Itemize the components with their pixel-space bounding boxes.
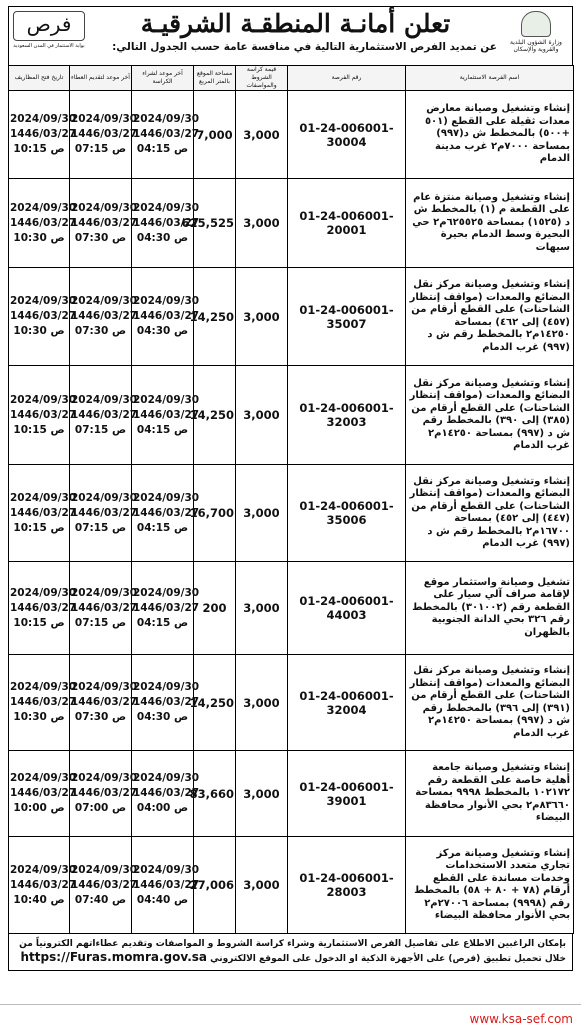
opportunity-name: إنشاء وتشغيل وصيانة مركز تجاري متعدد الاستخدامات وخدمات مساندة على القطع أرقام (٧٨ + ٨٠ + ٥٨) بالمخطط رقم (٩٩٩٨) بمساحة ٢٧٠٠٦م٢ بحي الأنوار محافظة البيضاء <box>406 837 574 934</box>
booklet-fee: 3,000 <box>236 751 288 837</box>
date-value: 1446/03/27 <box>71 216 138 229</box>
booklet-fee: 3,000 <box>236 179 288 268</box>
opportunity-number: 01-24-006001-39001 <box>288 751 406 837</box>
date-value: 1446/03/27 <box>71 696 138 708</box>
ministry-logo <box>504 11 568 61</box>
date-value: 1446/03/27 <box>10 601 77 614</box>
opportunity-number: 01-24-006001-35006 <box>288 465 406 562</box>
ministry-label: وزارة الشؤون البلدية والقروية والإسكان <box>510 39 562 53</box>
column-header: قيمة كراسة الشروط والمواصفات <box>236 66 288 91</box>
time-value: 07:30 ص <box>74 711 127 723</box>
open-date <box>9 179 77 268</box>
booklet-fee: 3,000 <box>236 465 288 562</box>
open-date <box>9 366 77 465</box>
booklet-fee: 3,000 <box>236 562 288 655</box>
opportunity-name: تشغيل وصيانة واستثمار موقع لإقامة صراف آلي سيار على القطعة رقم (٣٠١٠٠٢) بالمخطط رقم ٣٢٦ بحي الدانة الجنوبية بالظهران <box>406 562 574 655</box>
site-area: 625,525 <box>194 179 236 268</box>
date-value: 2024/09/30 <box>71 113 138 125</box>
date-value: 1446/03/27 <box>10 878 77 891</box>
website-link[interactable]: https://Furas.momra.gov.sa <box>20 950 207 964</box>
date-value: 2024/09/30 <box>10 863 77 876</box>
site-area: 14,250 <box>194 366 236 465</box>
date-value: 2024/09/30 <box>10 772 77 784</box>
time-value: 04:30 ص <box>136 711 189 723</box>
open-date <box>9 91 77 179</box>
date-value: 2024/09/30 <box>133 586 200 599</box>
opportunity-number: 01-24-006001-32003 <box>288 366 406 465</box>
date-value: 1446/03/27 <box>71 408 138 421</box>
opportunity-number: 01-24-006001-28003 <box>288 837 406 934</box>
furas-label: بوابة الاستثمار في المدن السعودية <box>13 43 85 49</box>
date-value: 2024/09/30 <box>133 393 200 406</box>
table-row <box>9 366 574 465</box>
column-header: اسم الفرصة الاستثمارية <box>406 66 574 91</box>
date-value: 1446/03/27 <box>133 408 200 421</box>
booklet-fee: 3,000 <box>236 655 288 751</box>
booklet-fee: 3,000 <box>236 91 288 179</box>
date-value: 1446/03/27 <box>71 787 138 799</box>
column-header: آخر موعد لشراء الكراسة <box>132 66 194 91</box>
site-area: 200 <box>194 562 236 655</box>
time-value: 10:40 ص <box>13 893 65 906</box>
announcement <box>8 6 573 971</box>
date-value: 2024/09/30 <box>133 295 200 307</box>
date-value: 1446/03/27 <box>133 601 200 614</box>
submit-date <box>70 837 138 934</box>
column-header: رقم الفرصة <box>288 66 406 91</box>
submit-date <box>70 179 138 268</box>
opportunity-name: إنشاء وتشغيل وصيانة معارض معدات ثقيلة على القطع (٥٠١ +٥٠٠) بالمخطط ش د(٩٩٧) بمساحة ٧٠٠٠م٢ غرب مدينة الدمام <box>406 91 574 179</box>
table-row <box>9 91 574 179</box>
date-value: 2024/09/30 <box>133 681 200 693</box>
buy-date <box>132 91 200 179</box>
date-value: 1446/03/27 <box>133 696 200 708</box>
date-value: 2024/09/30 <box>133 863 200 876</box>
date-value: 1446/03/27 <box>71 878 138 891</box>
time-value: 04:40 ص <box>136 893 189 906</box>
date-value: 1446/03/27 <box>71 601 138 614</box>
date-value: 2024/09/30 <box>71 863 138 876</box>
table-row <box>9 465 574 562</box>
table-row <box>9 655 574 751</box>
time-value: 07:15 ص <box>74 521 127 534</box>
submit-date <box>70 366 138 465</box>
table-row <box>9 179 574 268</box>
time-value: 10:15 ص <box>13 143 65 155</box>
opportunity-number: 01-24-006001-44003 <box>288 562 406 655</box>
table-header-row <box>9 66 574 91</box>
time-value: 10:15 ص <box>13 616 65 629</box>
time-value: 04:00 ص <box>136 802 189 814</box>
buy-date <box>132 179 200 268</box>
buy-date <box>132 655 200 751</box>
date-value: 2024/09/30 <box>133 772 200 784</box>
date-value: 1446/03/27 <box>133 310 200 322</box>
date-value: 2024/09/30 <box>71 491 138 504</box>
date-value: 1446/03/27 <box>133 128 200 140</box>
date-value: 1446/03/27 <box>133 506 200 519</box>
open-date <box>9 751 77 837</box>
opportunities-table <box>8 65 574 934</box>
time-value: 07:15 ص <box>74 143 127 155</box>
open-date <box>9 562 77 655</box>
date-value: 2024/09/30 <box>71 393 138 406</box>
time-value: 04:15 ص <box>136 616 189 629</box>
time-value: 07:00 ص <box>74 802 127 814</box>
time-value: 07:15 ص <box>74 616 127 629</box>
date-value: 1446/03/27 <box>10 310 77 322</box>
time-value: 07:40 ص <box>74 893 127 906</box>
date-value: 1446/03/27 <box>71 310 138 322</box>
buy-date <box>132 751 200 837</box>
submit-date <box>70 751 138 837</box>
time-value: 10:30 ص <box>13 325 65 337</box>
source-watermark: www.ksa-sef.com <box>469 1012 573 1026</box>
opportunity-number: 01-24-006001-32004 <box>288 655 406 751</box>
booklet-fee: 3,000 <box>236 366 288 465</box>
time-value: 07:30 ص <box>74 231 127 244</box>
time-value: 10:15 ص <box>13 423 65 436</box>
date-value: 2024/09/30 <box>71 295 138 307</box>
submit-date <box>70 268 138 366</box>
date-value: 1446/03/27 <box>133 878 200 891</box>
open-date <box>9 268 77 366</box>
date-value: 2024/09/30 <box>71 586 138 599</box>
opportunity-name: إنشاء وتشغيل وصيانة مركز نقل البضائع والمعدات (مواقف إنتظار الشاحنات) على القطع أرقام من (٣٩١) إلى ٣٩٦) بالمخطط رقم ش د (٩٩٧) بمساحة ١٤٢٥٠م٢ غرب الدمام <box>406 655 574 751</box>
announcement-header <box>8 6 573 65</box>
time-value: 10:00 ص <box>13 802 65 814</box>
palm-swords-icon <box>521 11 551 37</box>
opportunity-name: إنشاء وتشغيل وصيانة منتزة عام على القطعة م (١) بالمخطط ش د (١٥٢٥) بمساحة ٦٢٥٥٢٥م٢ حي البحيرة وسط الدمام بحيرة سيهات <box>406 179 574 268</box>
date-value: 1446/03/27 <box>71 128 138 140</box>
date-value: 2024/09/30 <box>10 491 77 504</box>
site-area: 14,250 <box>194 655 236 751</box>
submit-date <box>70 655 138 751</box>
date-value: 2024/09/30 <box>10 113 77 125</box>
time-value: 07:30 ص <box>74 325 127 337</box>
booklet-fee: 3,000 <box>236 268 288 366</box>
date-value: 1446/03/27 <box>10 408 77 421</box>
opportunity-name: إنشاء وتشغيل وصيانة مركز نقل البضائع والمعدات (مواقف إنتظار الشاحنات) على القطع أرقام من (٣٨٥) إلى ٣٩٠) بالمخطط رقم ش د (٩٩٧) بمساحة ١٤٢٥٠م٢ غرب الدمام <box>406 366 574 465</box>
table-row <box>9 751 574 837</box>
date-value: 2024/09/30 <box>10 681 77 693</box>
opportunity-number: 01-24-006001-20001 <box>288 179 406 268</box>
time-value: 04:15 ص <box>136 143 189 155</box>
date-value: 1446/03/27 <box>133 787 200 799</box>
buy-date <box>132 268 200 366</box>
date-value: 2024/09/30 <box>10 201 77 214</box>
time-value: 04:30 ص <box>136 325 189 337</box>
time-value: 10:30 ص <box>13 711 65 723</box>
opportunity-name: إنشاء وتشغيل وصيانة مركز نقل البضائع والمعدات (مواقف إنتظار الشاحنات) على القطع أرقام من (٤٥٧) إلى ٤٦٢) بمساحة ١٤٢٥٠م٢ بالمخطط رقم ش د (٩٩٧) غرب الدمام <box>406 268 574 366</box>
date-value: 2024/09/30 <box>133 113 200 125</box>
submit-date <box>70 91 138 179</box>
date-value: 1446/03/27 <box>10 787 77 799</box>
opportunity-number: 01-24-006001-35007 <box>288 268 406 366</box>
buy-date <box>132 366 200 465</box>
date-value: 2024/09/30 <box>10 393 77 406</box>
submit-date <box>70 465 138 562</box>
column-header: مساحة الموقع بالمتر المربع <box>194 66 236 91</box>
date-value: 2024/09/30 <box>71 772 138 784</box>
date-value: 2024/09/30 <box>71 681 138 693</box>
time-value: 04:30 ص <box>136 231 189 244</box>
date-value: 1446/03/27 <box>10 216 77 229</box>
date-value: 1446/03/27 <box>10 696 77 708</box>
furas-logo <box>13 11 85 61</box>
table-row <box>9 268 574 366</box>
buy-date <box>132 465 200 562</box>
open-date <box>9 837 77 934</box>
page-subtitle: عن تمديد الفرص الاستثمارية التالية في منافسة عامة حسب الجدول التالي: <box>112 41 497 53</box>
divider <box>0 1004 581 1005</box>
site-area: 16,700 <box>194 465 236 562</box>
site-area: 83,660 <box>194 751 236 837</box>
furas-logo-mark: فرص <box>13 11 85 41</box>
footer-text: بإمكان الراغبين الاطلاع على تفاصيل الفرص الاستثمارية وشراء كراسة الشروط و المواصفات وتقديم عطاءاتهم الكترونياً من خلال تحميل تطبيق (فرص) على الأجهزة الذكية او الدخول على الموقع الالكتروني <box>19 939 566 964</box>
submit-date <box>70 562 138 655</box>
buy-date <box>132 562 200 655</box>
date-value: 2024/09/30 <box>133 201 200 214</box>
open-date <box>9 465 77 562</box>
table-row <box>9 837 574 934</box>
page-title: تعلن أمانـة المنطقـة الشرقيـة <box>140 9 451 38</box>
date-value: 1446/03/27 <box>133 216 200 229</box>
date-value: 1446/03/27 <box>71 506 138 519</box>
time-value: 07:15 ص <box>74 423 127 436</box>
date-value: 2024/09/30 <box>71 201 138 214</box>
date-value: 2024/09/30 <box>133 491 200 504</box>
column-header: آخر موعد لتقديم العطاء <box>70 66 132 91</box>
site-area: 27,006 <box>194 837 236 934</box>
site-area: 7,000 <box>194 91 236 179</box>
column-header: تاريخ فتح المظاريف <box>9 66 70 91</box>
site-area: 14,250 <box>194 268 236 366</box>
date-value: 1446/03/27 <box>10 128 77 140</box>
footer-note <box>8 934 573 971</box>
date-value: 2024/09/30 <box>10 295 77 307</box>
opportunity-name: إنشاء وتشغيل وصيانة مركز نقل البضائع والمعدات (مواقف إنتظار الشاحنات) على القطع أرقام من (٤٤٧) إلى ٤٥٢) بمساحة ١٦٧٠٠م٢ بالمخطط رقم ش د (٩٩٧) غرب الدمام <box>406 465 574 562</box>
date-value: 1446/03/27 <box>10 506 77 519</box>
table-row <box>9 562 574 655</box>
open-date <box>9 655 77 751</box>
buy-date <box>132 837 200 934</box>
time-value: 04:15 ص <box>136 521 189 534</box>
opportunity-name: إنشاء وتشغيل وصيانة جامعة أهلية خاصة على القطعة رقم ١٠٢١٧٢ بالمخطط ٩٩٩٨ بمساحة ٨٣٦٦٠م٢ بحي الأنوار محافظة البيضاء <box>406 751 574 837</box>
time-value: 04:15 ص <box>136 423 189 436</box>
booklet-fee: 3,000 <box>236 837 288 934</box>
time-value: 10:15 ص <box>13 521 65 534</box>
date-value: 2024/09/30 <box>10 586 77 599</box>
opportunity-number: 01-24-006001-30004 <box>288 91 406 179</box>
time-value: 10:30 ص <box>13 231 65 244</box>
